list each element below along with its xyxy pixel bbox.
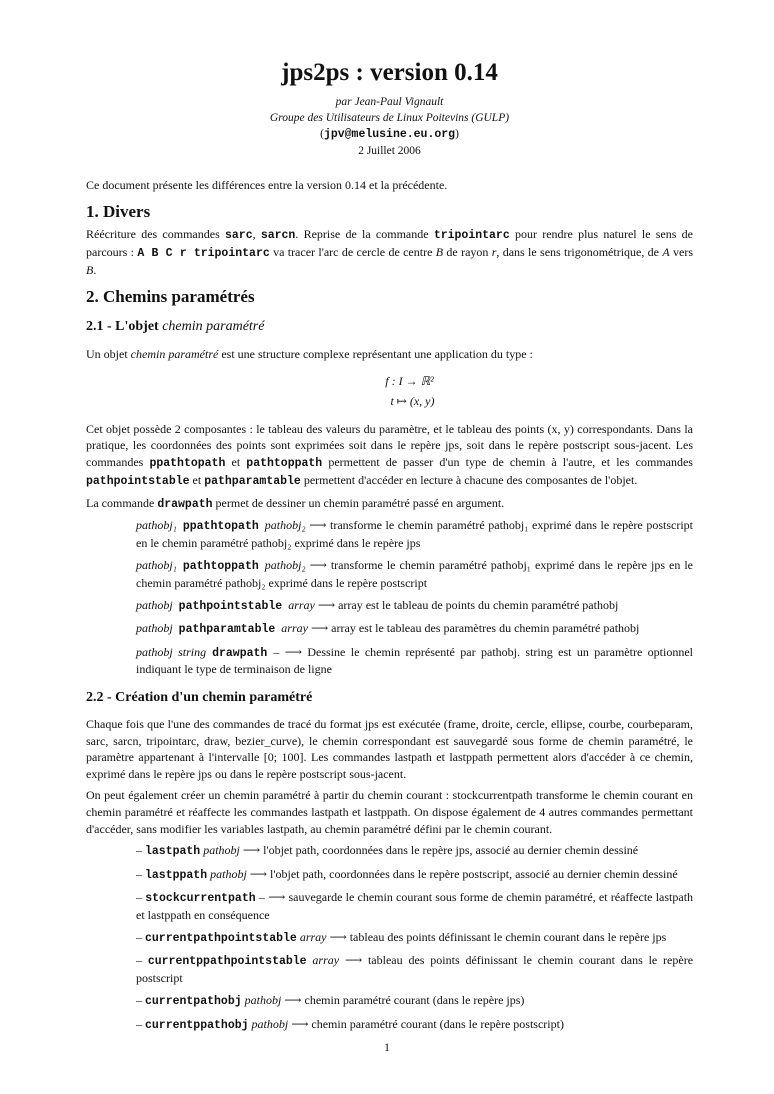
code-sarcn: sarcn <box>260 229 296 243</box>
bullet-output: array <box>299 929 327 944</box>
def-description: ⟶ Dessine le chemin représenté par pathobj. string est un paramètre optionnel indiquant le type de terminaison de ligne <box>136 644 694 677</box>
bullet-dash: – <box>136 890 142 905</box>
bullet-description: ⟶ chemin paramétré courant (dans le repère postscript) <box>291 1016 564 1031</box>
subsection-2-1-paragraph-3 <box>86 495 693 513</box>
code-tripointarc: tripointarc <box>433 229 510 243</box>
section-1-heading: 1. Divers <box>86 201 151 221</box>
def-description: ⟶ array est le tableau de points du chemin paramétré pathobj <box>317 597 619 612</box>
bullet-command: currentppathpointstable <box>147 955 307 969</box>
text-span: . Reprise de la commande <box>295 227 434 242</box>
bullet-command: currentppathobj <box>145 1018 249 1032</box>
var-r: r <box>491 245 497 260</box>
text-span: de rayon <box>443 245 492 260</box>
math-row-2: t ↦ (x, y) <box>390 393 435 408</box>
def-input: pathobj <box>136 597 173 612</box>
definition-item <box>136 644 693 678</box>
def-input: pathobj string <box>136 644 207 659</box>
italic-span: chemin paramétré <box>130 346 219 361</box>
email-line: (jpv@melusine.eu.org) <box>320 128 459 142</box>
subsection-2-2-paragraph-1: Chaque fois que l'une des commandes de tracé du format jps est exécutée (frame, droite, cercle, ellipse, courbe, courbeparam, sarc, sarcn, tripointarc, draw, bezier_curve), le chemin correspondant est sauvegardé sous forme de chemin paramétré, le paramètre appartenant à l'intervalle [0; 100]. Les commandes lastpath et lastppath permettent alors d'accéder à ce chemin, exprimé dans le repère jps ou dans le repère postscript sous-jacent. <box>86 717 693 781</box>
text-span: La commande <box>86 495 158 510</box>
list-item <box>136 866 693 884</box>
code-pathparamtable: pathparamtable <box>204 474 301 488</box>
code-example: A B C r tripointarc <box>137 247 270 261</box>
bullet-output: – <box>258 890 265 905</box>
def-command: drawpath <box>212 646 268 660</box>
def-command: pathtoppath <box>182 560 259 574</box>
definition-item <box>136 597 693 615</box>
author-line: par Jean-Paul Vignault <box>335 96 444 108</box>
bullet-command: stockcurrentpath <box>145 892 256 906</box>
text-span: Un objet <box>86 346 131 361</box>
subsection-2-1-paragraph-1 <box>86 346 693 363</box>
bullet-description: ⟶ sauvegarde le chemin courant sous forme de chemin paramétré, et réaffecte lastpath et lastppath en conséquence <box>136 890 694 922</box>
definition-item <box>136 620 693 638</box>
command-definition-list <box>136 517 693 677</box>
list-item <box>136 929 693 947</box>
text-span: et <box>189 472 205 487</box>
text-span: , dans le sens trigonométrique, de <box>496 245 663 260</box>
math-row-1: f : I → ℝ² <box>385 374 434 389</box>
definition-item <box>136 517 693 551</box>
bullet-command: lastppath <box>145 868 208 882</box>
text-span: pour rendre plus naturel le sens de parcours : <box>86 227 693 260</box>
code-pathpointstable: pathpointstable <box>86 474 190 488</box>
bullet-description: ⟶ l'objet path, coordonnées dans le repère postscript, associé au dernier chemin dessiné <box>249 866 678 881</box>
bullet-output: array <box>312 953 340 968</box>
def-input: pathobj₁ <box>136 518 177 533</box>
code-sarc: sarc <box>224 229 253 243</box>
text-span: permettent de passer d'un type de chemin à l'autre, et les commandes <box>322 454 693 469</box>
email-address[interactable]: jpv@melusine.eu.org <box>323 128 456 142</box>
section-2-heading: 2. Chemins paramétrés <box>86 286 255 306</box>
group-line: Groupe des Utilisateurs de Linux Poitevins (GULP) <box>269 112 510 125</box>
list-item <box>136 842 693 860</box>
var-a: A <box>662 245 670 260</box>
bullet-command: currentpathpointstable <box>145 931 297 945</box>
list-item <box>136 889 693 923</box>
code-drawpath: drawpath <box>157 497 213 511</box>
document-meta <box>86 94 693 159</box>
heading-text: 2.1 - L'objet <box>86 318 163 334</box>
def-description: ⟶ transforme le chemin paramétré pathobj₁ exprimé dans le repère jps en le chemin paramétré pathobj₂ exprimé dans le repère postscript <box>136 558 693 590</box>
intro-paragraph: Ce document présente les différences entre la version 0.14 et la précédente. <box>86 178 448 193</box>
bullet-dash: – <box>136 993 142 1008</box>
code-pathtoppath: pathtoppath <box>246 456 323 470</box>
subsection-2-1-paragraph-2 <box>86 421 693 490</box>
document-title: jps2ps : version 0.14 <box>281 59 498 86</box>
def-output: pathobj₂ <box>264 558 306 573</box>
bullet-output: pathobj <box>244 993 282 1008</box>
bullet-dash: – <box>136 1016 142 1031</box>
list-item <box>136 1016 693 1034</box>
text-span: est une structure complexe représentant une application du type : <box>218 346 533 361</box>
definition-item <box>136 557 693 591</box>
text-span: permettent d'accéder en lecture à chacune des composantes de l'objet. <box>300 472 638 487</box>
text-span: Réécriture des commandes <box>86 227 225 242</box>
document-page <box>86 58 693 1039</box>
def-description: ⟶ array est le tableau des paramètres du chemin paramétré pathobj <box>310 621 640 636</box>
text-span: va tracer l'arc de cercle de centre <box>269 245 436 260</box>
bullet-output: pathobj <box>210 866 247 881</box>
bullet-output: pathobj <box>203 843 240 858</box>
bullet-command: currentpathobj <box>145 995 242 1009</box>
bullet-command: lastpath <box>145 845 201 859</box>
subsection-2-1-heading <box>86 319 693 336</box>
bullet-description: ⟶ tableau des points définissant le chemin courant dans le repère jps <box>329 929 667 944</box>
def-command: pathparamtable <box>178 623 276 637</box>
text-span: Cet objet possède 2 composantes : le tableau des valeurs du paramètre, et le tableau des points (x, y) correspondants. Dans la pratique, les coordonnées des points sont exprimées soit dans le repère jps, soit dans le repère postscript sous-jacent. Les commandes <box>86 421 693 469</box>
text-span: vers <box>669 245 694 260</box>
subsection-2-2-heading: 2.2 - Création d'un chemin paramétré <box>86 689 313 705</box>
bullet-description: ⟶ l'objet path, coordonnées dans le repère jps, associé au dernier chemin dessiné <box>242 843 639 858</box>
date-line: 2 Juillet 2006 <box>358 145 421 158</box>
var-b: B <box>435 245 444 260</box>
bullet-output: pathobj <box>251 1016 289 1031</box>
command-bullet-list <box>136 842 693 1033</box>
section-1-paragraph <box>86 226 693 278</box>
def-output: pathobj₂ <box>264 518 306 533</box>
math-display <box>86 372 693 410</box>
code-ppathtopath: ppathtopath <box>149 456 226 470</box>
heading-italic: chemin paramétré <box>162 318 265 334</box>
def-output: array <box>288 597 315 612</box>
bullet-dash: – <box>136 866 142 881</box>
def-input: pathobj <box>136 621 173 636</box>
def-output: – <box>273 644 280 659</box>
page-number: 1 <box>384 1040 390 1054</box>
bullet-dash: – <box>136 953 142 968</box>
bullet-description: ⟶ tableau des points définissant le chemin courant dans le repère postscript <box>136 953 694 985</box>
def-input: pathobj₁ <box>136 558 177 573</box>
text-span: , <box>252 227 261 242</box>
def-command: pathpointstable <box>178 599 283 613</box>
bullet-description: ⟶ chemin paramétré courant (dans le repère jps) <box>284 993 525 1008</box>
bullet-dash: – <box>136 843 142 858</box>
text-span: permet de dessiner un chemin paramétré passé en argument. <box>212 495 505 510</box>
text-span: et <box>225 454 247 469</box>
subsection-2-2-paragraph-2: On peut également créer un chemin paramétré à partir du chemin courant : stockcurrentpath transforme le chemin courant en chemin paramétré et réaffecte les commandes lastpath et lastppath. On dispose également de 4 autres commandes permettant d'accéder, sans modifier les variables lastpath, au chemin paramétré défini par le chemin courant. <box>86 788 693 836</box>
def-output: array <box>281 621 308 636</box>
text-span: . <box>93 263 97 278</box>
var-b2: B <box>86 263 94 278</box>
bullet-dash: – <box>136 929 142 944</box>
list-item <box>136 952 693 986</box>
def-command: ppathtopath <box>182 520 259 534</box>
list-item <box>136 992 693 1010</box>
def-description: ⟶ transforme le chemin paramétré pathobj₁ exprimé dans le repère postscript en le chemin paramétré pathobj₂ exprimé dans le repère jps <box>136 518 693 550</box>
